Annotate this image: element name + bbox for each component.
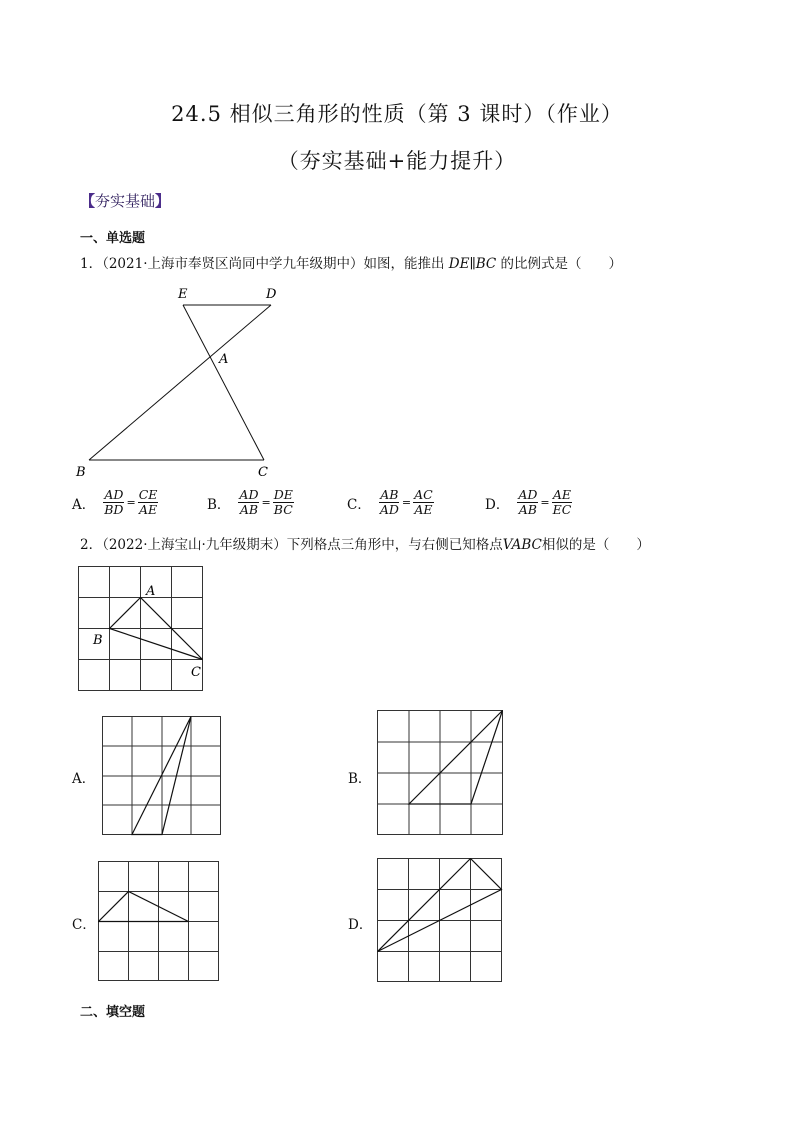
- page-subtitle: （夯实基础+能力提升）: [277, 149, 517, 173]
- section-bracket-open: 【: [80, 192, 96, 210]
- q2-option-a-label[interactable]: A．: [72, 771, 96, 787]
- label-B: B: [76, 465, 86, 480]
- q1-option-b-label: B．: [207, 496, 231, 513]
- q1-b-frac-2: $\frac{DE}{BC}$: [273, 487, 293, 517]
- q1-option-d-label: D．: [485, 496, 510, 513]
- q2-number: 2．: [80, 537, 103, 553]
- q1-tail: 的比例式是（ ）: [500, 256, 623, 272]
- q1-a-frac-2: $\frac{CE}{AE}$: [138, 487, 158, 517]
- q1-option-c-label: C．: [347, 496, 371, 513]
- section-heading: [80, 190, 170, 211]
- segment-DB: [89, 305, 271, 460]
- q2-tail: 相似的是（ ）: [541, 537, 650, 553]
- q1-c-frac-1: $\frac{AB}{AD}$: [379, 487, 399, 517]
- ref-label-C: C: [191, 665, 201, 680]
- q2-option-d-label[interactable]: D．: [348, 917, 373, 933]
- reference-grid: [79, 567, 203, 691]
- q1-a-frac-1: $\frac{AD}{BD}$: [104, 487, 124, 517]
- part2-heading: 二、填空题: [80, 1005, 146, 1020]
- q1-option-a-label: A．: [72, 496, 96, 513]
- q1-option-d[interactable]: D． $\frac{AD}{AB}$ = $\frac{AE}{EC}$: [485, 487, 572, 517]
- page-title: 24.5 相似三角形的性质（第 3 课时）（作业）: [171, 102, 623, 126]
- section-bracket-close: 】: [155, 192, 171, 210]
- q2-option-b-figure[interactable]: [377, 710, 507, 840]
- part1-heading: 一、单选题: [80, 231, 146, 246]
- section-label: 夯实基础: [95, 192, 156, 210]
- q1-d-frac-2: $\frac{AE}{EC}$: [552, 487, 572, 517]
- question-2: [80, 533, 650, 553]
- option-b-triangle: [409, 711, 503, 805]
- q2-option-c-label[interactable]: C．: [72, 917, 96, 933]
- ref-label-B: B: [93, 633, 103, 648]
- q1-figure: [60, 280, 300, 480]
- label-E: E: [178, 287, 188, 302]
- label-D: D: [266, 287, 277, 302]
- label-A: A: [219, 352, 229, 367]
- q1-option-c[interactable]: C． $\frac{AB}{AD}$ = $\frac{AC}{AE}$: [347, 487, 433, 517]
- segment-EC: [183, 305, 264, 460]
- q1-math: DE∥BC: [448, 256, 497, 272]
- q2-reference-figure: [78, 566, 218, 696]
- q2-option-a-figure[interactable]: [102, 716, 226, 840]
- q1-c-frac-2: $\frac{AC}{AE}$: [414, 487, 433, 517]
- q1-option-b[interactable]: B． $\frac{AD}{AB}$ = $\frac{DE}{BC}$: [207, 487, 293, 517]
- q2-source: （2022·上海宝山·九年级期末）下列格点三角形中，与右侧已知格点: [102, 537, 503, 553]
- q1-source: （2021·上海市奉贤区尚同中学九年级期中）如图，能推出: [102, 256, 445, 272]
- q1-d-frac-1: $\frac{AD}{AB}$: [518, 487, 538, 517]
- q2-option-d-figure[interactable]: [377, 858, 507, 988]
- q2-option-c-figure[interactable]: [98, 861, 222, 985]
- question-1: [80, 252, 622, 272]
- ref-label-A: A: [146, 584, 156, 599]
- q1-number: 1．: [80, 256, 103, 272]
- q1-option-a[interactable]: A． $\frac{AD}{BD}$ = $\frac{CE}{AE}$: [72, 487, 158, 517]
- q2-option-b-label[interactable]: B．: [348, 771, 372, 787]
- q1-b-frac-1: $\frac{AD}{AB}$: [239, 487, 259, 517]
- q2-math: VABC: [502, 537, 542, 553]
- option-c-triangle: [99, 892, 189, 922]
- label-C: C: [258, 465, 268, 480]
